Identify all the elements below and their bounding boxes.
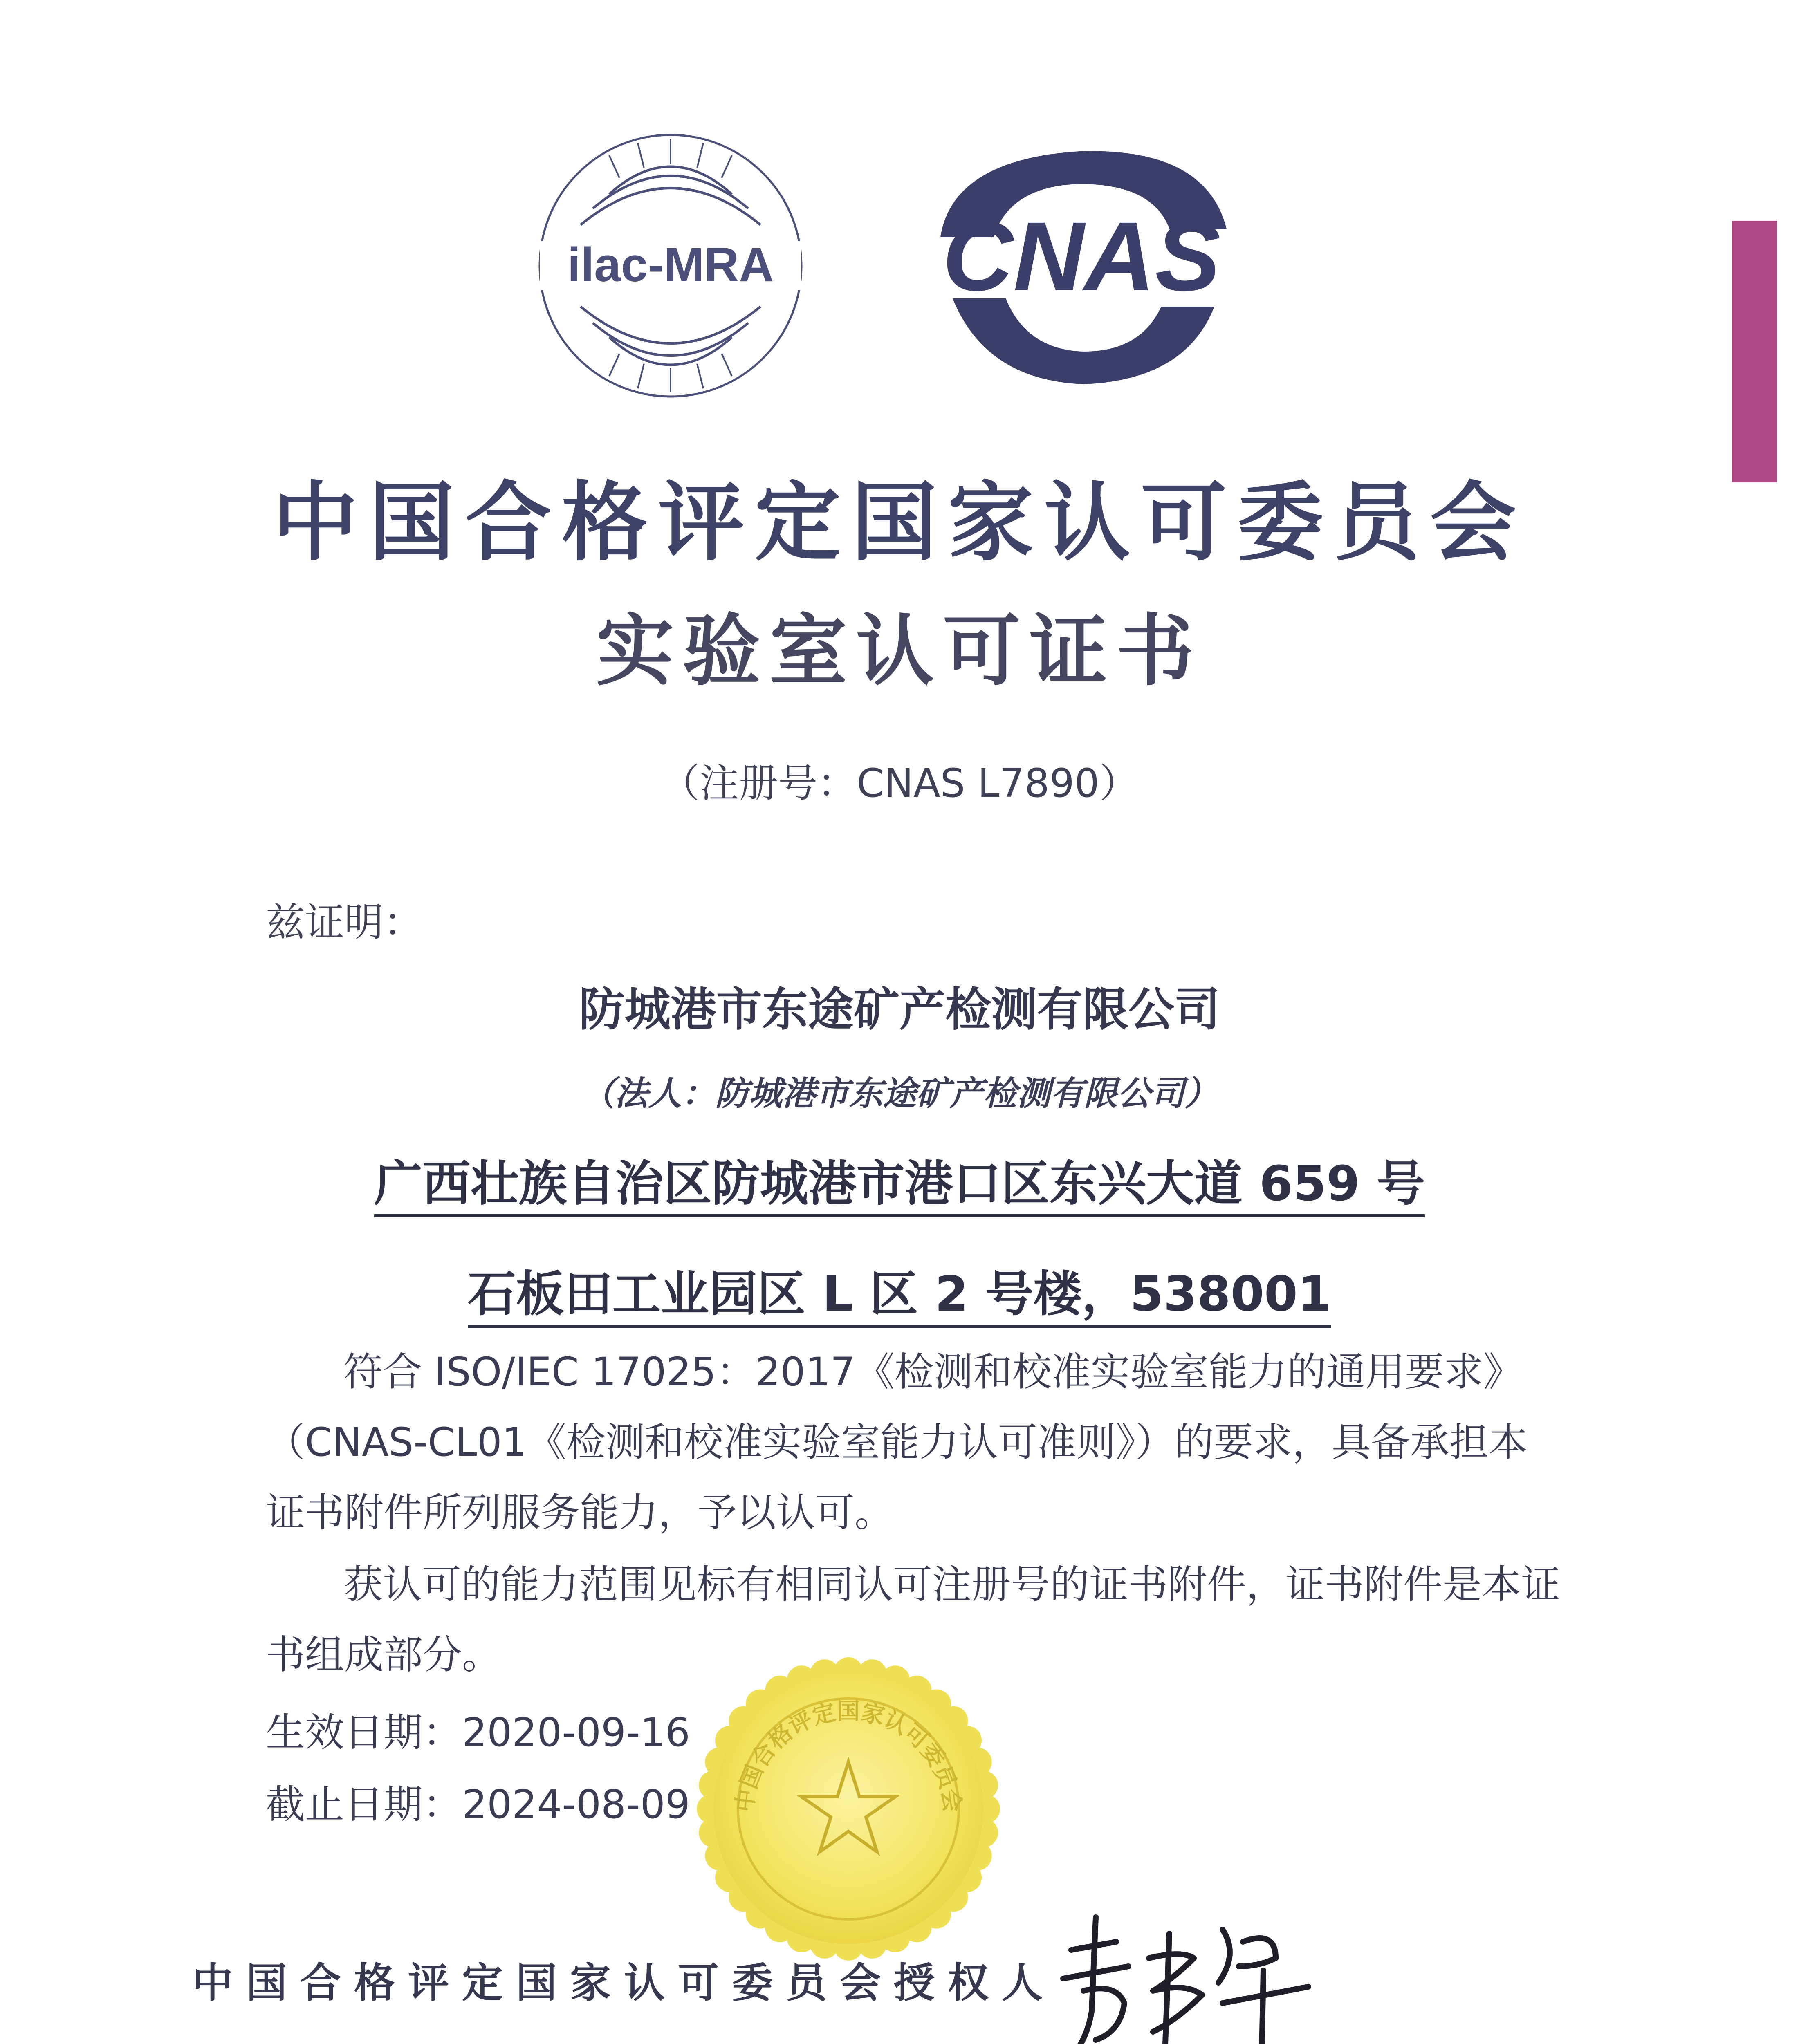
effective-date: 生效日期：2020-09-16 (266, 1710, 690, 1755)
validity-dates (266, 1697, 690, 1840)
certificate-title: 实验室认可证书 (596, 606, 1203, 696)
edge-tab (1732, 221, 1777, 482)
authorizer-label: 中国合格评定国家认可委员会授权人 (192, 1959, 1056, 2007)
address-line-2-text: 石板田工业园区 L 区 2 号楼，538001 (468, 1266, 1331, 1328)
hereby-certify-label: 兹证明： (266, 899, 423, 945)
scope-statement: 获认可的能力范围见标有相同认可注册号的证书附件，证书附件是本证书组成部分。 (266, 1562, 1560, 1678)
conformity-statement: 符合 ISO/IEC 17025：2017《检测和校准实验室能力的通用要求》（CNAS-CL01《检测和校准实验室能力认可准则》）的要求，具备承担本证书附件所列服务能力，予以认可。 (266, 1349, 1528, 1535)
registration-number: （注册号：CNAS L7890） (660, 760, 1139, 806)
expiry-date: 截止日期：2024-08-09 (266, 1782, 690, 1827)
address-line-2 (0, 1255, 1799, 1325)
cnas-logo (904, 135, 1259, 397)
handwritten-signature (1047, 1897, 1333, 2044)
official-seal (691, 1652, 1006, 1966)
address-line-1-text: 广西壮族自治区防城港市港口区东兴大道 659 号 (374, 1155, 1425, 1217)
ilac-logo-text: ilac-MRA (567, 238, 774, 292)
organization-title: 中国合格评定国家认可委员会 (272, 473, 1527, 573)
legal-person: （法人：防城港市东途矿产检测有限公司） (581, 1074, 1218, 1113)
company-name: 防城港市东途矿产检测有限公司 (579, 983, 1220, 1036)
address-line-1 (0, 1145, 1799, 1214)
ilac-mra-logo (532, 127, 810, 405)
cnas-logo-text: CNAS (942, 202, 1221, 311)
seal-text: 中国合格评定国家认可委员会 (731, 1698, 966, 1814)
